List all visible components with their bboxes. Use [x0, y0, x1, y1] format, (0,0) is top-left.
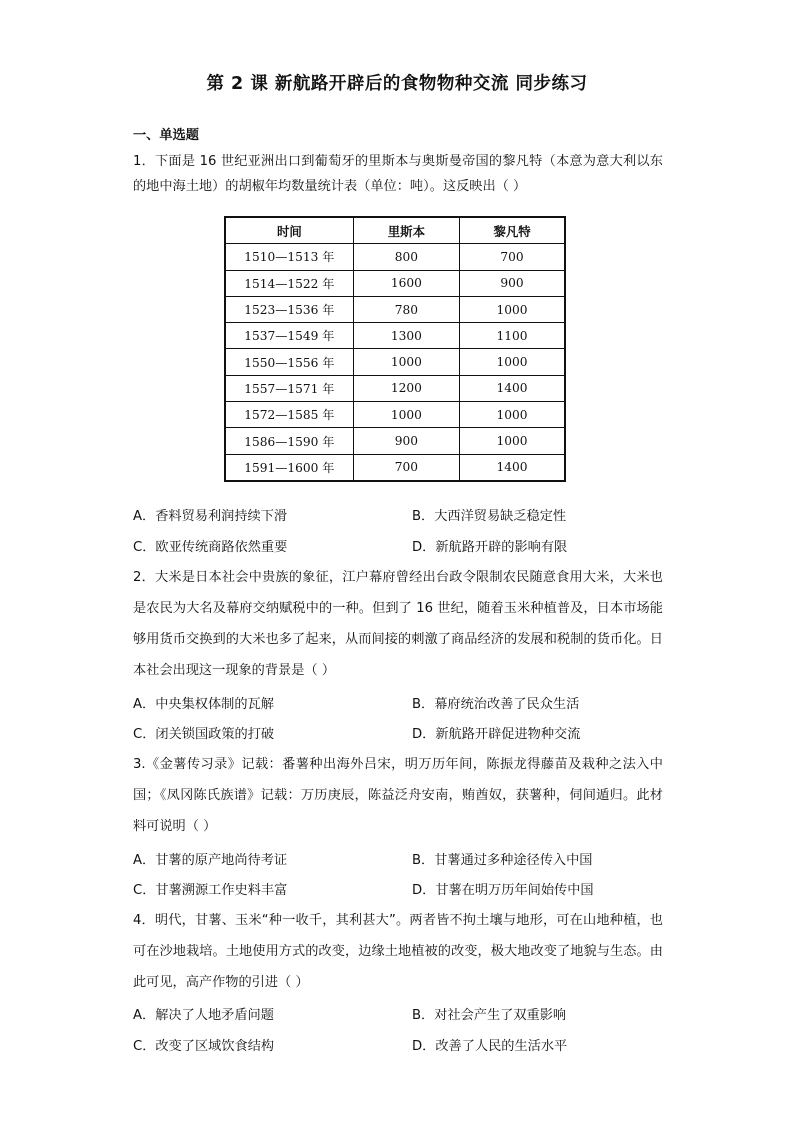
- table-cell-levant: 1400: [460, 375, 565, 401]
- table-cell-lisbon: 780: [353, 296, 459, 322]
- question-1-stem: 1．下面是 16 世纪亚洲出口到葡萄牙的里斯本与奥斯曼帝国的黎凡特（本意为意大利以东的地中海土地）的胡椒年均数量统计表（单位：吨）。这反映出（ ）: [133, 154, 663, 194]
- question-1-option-d: D．新航路开辟的影响有限: [412, 540, 568, 555]
- table-cell-period: 1591—1600 年: [225, 454, 353, 481]
- table-cell-levant: 1000: [460, 296, 565, 322]
- question-4-option-b: B．对社会产生了双重影响: [412, 1008, 567, 1023]
- table-row: [225, 270, 565, 296]
- table-cell-period: 1586—1590 年: [225, 428, 353, 454]
- question-4-option-d: D．改善了人民的生活水平: [412, 1039, 568, 1054]
- table-header-cell: 里斯本: [353, 217, 459, 244]
- table-cell-period: 1537—1549 年: [225, 323, 353, 349]
- table-cell-levant: 1000: [460, 349, 565, 375]
- table-cell-lisbon: 1200: [353, 375, 459, 401]
- table-header-row: [225, 217, 565, 244]
- question-2-option-a: A．中央集权体制的瓦解: [133, 697, 274, 712]
- question-1-option-c: C．欧亚传统商路依然重要: [133, 540, 288, 555]
- table-row: [225, 323, 565, 349]
- table-cell-levant: 1000: [460, 428, 565, 454]
- question-3-option-d: D．甘薯在明万历年间始传中国: [412, 883, 594, 898]
- table-row: [225, 428, 565, 454]
- table-header-cell: 黎凡特: [460, 217, 565, 244]
- table-row: [225, 244, 565, 270]
- question-4-option-a: A．解决了人地矛盾问题: [133, 1008, 274, 1023]
- table-cell-levant: 1100: [460, 323, 565, 349]
- question-3-stem: 3.《金薯传习录》记载：番薯种出海外吕宋，明万历年间，陈振龙得藤苗及栽种之法入中国；《凤冈陈氏族谱》记载：万历庚辰，陈益泛舟安南，贿酋奴，获薯种，伺间遁归。此材料可说明（ ）: [133, 757, 663, 834]
- question-4-stem: 4．明代，甘薯、玉米“种一收千，其利甚大”。两者皆不拘土壤与地形，可在山地种植，也可在沙地栽培。土地使用方式的改变，边缘土地植被的改变，极大地改变了地貌与生态。由此可见，高产作物的引进（ ）: [133, 913, 663, 990]
- table-cell-period: 1510—1513 年: [225, 244, 353, 270]
- table-cell-period: 1514—1522 年: [225, 270, 353, 296]
- table-cell-levant: 900: [460, 270, 565, 296]
- table-row: [225, 402, 565, 428]
- question-1-option-a: A．香料贸易利润持续下滑: [133, 509, 288, 524]
- question-3-option-c: C．甘薯溯源工作史料丰富: [133, 883, 288, 898]
- question-2-option-b: B．幕府统治改善了民众生活: [412, 697, 580, 712]
- question-2-stem: 2．大米是日本社会中贵族的象征，江户幕府曾经出台政令限制农民随意食用大米，大米也是农民为大名及幕府交纳赋税中的一种。但到了 16 世纪，随着玉米种植普及，日本市场能够用货币交换到的大米也多了起来，从而间接的刺激了商品经济的发展和税制的货币化。日本社会出现这一现象的背景是（ ）: [133, 570, 663, 678]
- table-cell-period: 1523—1536 年: [225, 296, 353, 322]
- table-cell-lisbon: 1000: [353, 402, 459, 428]
- table-cell-levant: 700: [460, 244, 565, 270]
- question-3-option-a: A．甘薯的原产地尚待考证: [133, 853, 288, 868]
- question-2-option-d: D．新航路开辟促进物种交流: [412, 727, 581, 742]
- section-heading: 一、单选题: [133, 128, 199, 143]
- table-row: [225, 349, 565, 375]
- table-row: [225, 375, 565, 401]
- question-3-option-b: B．甘薯通过多种途径传入中国: [412, 853, 593, 868]
- table-cell-lisbon: 700: [353, 454, 459, 481]
- table-header-cell: 时间: [225, 217, 353, 244]
- question-1-option-b: B．大西洋贸易缺乏稳定性: [412, 509, 567, 524]
- page-title: 第 2 课 新航路开辟后的食物物种交流 同步练习: [206, 74, 588, 94]
- question-4-option-c: C．改变了区域饮食结构: [133, 1039, 275, 1054]
- table-cell-period: 1557—1571 年: [225, 375, 353, 401]
- table-cell-lisbon: 1600: [353, 270, 459, 296]
- table-cell-lisbon: 1300: [353, 323, 459, 349]
- table-cell-lisbon: 800: [353, 244, 459, 270]
- table-cell-levant: 1400: [460, 454, 565, 481]
- table-cell-period: 1550—1556 年: [225, 349, 353, 375]
- table-row: [225, 296, 565, 322]
- table-cell-lisbon: 1000: [353, 349, 459, 375]
- question-2-option-c: C．闭关锁国政策的打破: [133, 727, 275, 742]
- table-row: [225, 454, 565, 481]
- table-cell-lisbon: 900: [353, 428, 459, 454]
- table-cell-period: 1572—1585 年: [225, 402, 353, 428]
- table-cell-levant: 1000: [460, 402, 565, 428]
- pepper-export-table: [224, 216, 566, 482]
